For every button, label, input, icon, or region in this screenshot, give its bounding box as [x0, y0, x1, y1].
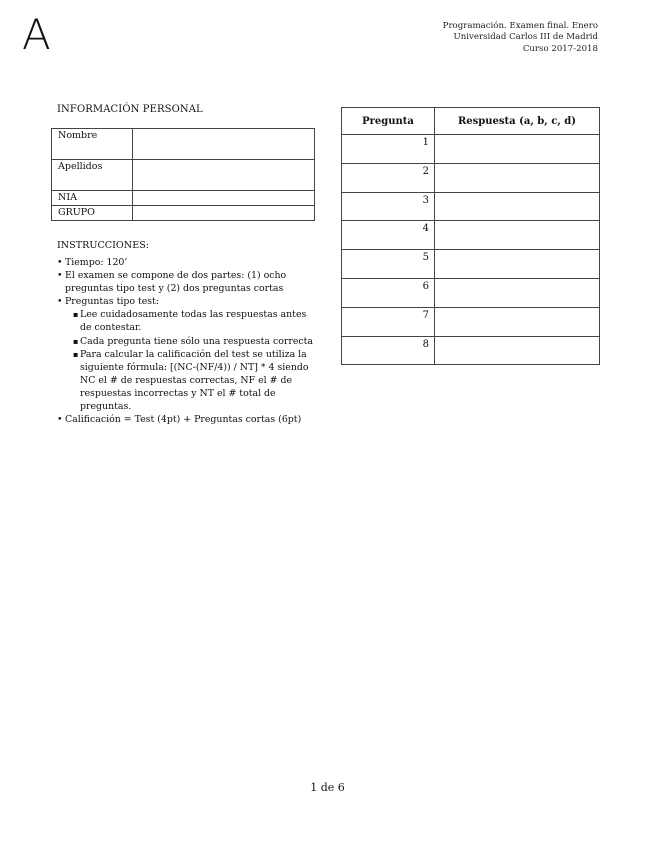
personal-row-surname — [52, 160, 315, 191]
instruction-subitem: ▪ Lee cuidadosamente todas las respuestas antes de contestar. — [65, 308, 313, 334]
personal-info-title: INFORMACIÓN PERSONAL — [57, 104, 203, 115]
instruction-subitem: ▪ Cada pregunta tiene sólo una respuesta correcta — [65, 335, 313, 348]
instruction-item: • Tiempo: 120’ — [57, 256, 313, 269]
instruction-item: • Calificación = Test (4pt) + Preguntas cortas (6pt) — [57, 413, 313, 426]
field-input-nia[interactable] — [133, 191, 315, 206]
answer-row — [342, 163, 600, 192]
header-question: Pregunta — [342, 108, 435, 135]
question-number: 6 — [342, 278, 435, 307]
field-label-surname: Apellidos — [52, 160, 133, 191]
instruction-item — [57, 295, 313, 413]
header-course-line: Programación. Examen final. Enero — [442, 21, 598, 31]
instruction-subitem: ▪ Para calcular la calificación del test se utiliza la siguiente fórmula: [(NC-(NF/4)) / NT] * 4 siendo NC el # de respuestas correctas, NF el # de respuestas incorrectas y NT el # total de preguntas. — [65, 348, 313, 413]
answer-row — [342, 135, 600, 164]
answer-row — [342, 336, 600, 365]
header-university-line: Universidad Carlos III de Madrid — [453, 32, 598, 43]
answer-row — [342, 278, 600, 307]
answer-cell[interactable] — [435, 250, 600, 279]
personal-row-name — [52, 129, 315, 160]
personal-row-group — [52, 206, 315, 221]
field-label-nia: NIA — [52, 191, 133, 206]
answer-table — [341, 107, 600, 365]
answer-row — [342, 221, 600, 250]
page-number: 1 de 6 — [310, 781, 345, 794]
field-input-group[interactable] — [133, 206, 315, 221]
field-input-surname[interactable] — [133, 160, 315, 191]
question-number: 4 — [342, 221, 435, 250]
answer-row — [342, 192, 600, 221]
instructions-list — [57, 256, 313, 426]
document-header — [443, 21, 598, 55]
exam-version-letter: A — [22, 10, 51, 59]
answer-cell[interactable] — [435, 278, 600, 307]
question-number: 1 — [342, 135, 435, 164]
answer-cell[interactable] — [435, 135, 600, 164]
question-number: 3 — [342, 192, 435, 221]
personal-row-nia — [52, 191, 315, 206]
instructions-title: INSTRUCCIONES: — [57, 240, 150, 251]
header-year-line: Curso 2017-2018 — [522, 43, 598, 54]
answer-cell[interactable] — [435, 192, 600, 221]
field-label-group: GRUPO — [52, 206, 133, 221]
answer-row — [342, 250, 600, 279]
answer-row — [342, 307, 600, 336]
answer-cell[interactable] — [435, 221, 600, 250]
answer-table-header — [342, 108, 600, 135]
header-answer: Respuesta (a, b, c, d) — [435, 108, 600, 135]
field-label-name: Nombre — [52, 129, 133, 160]
instruction-item-text: Preguntas tipo test: — [65, 296, 160, 308]
instruction-item: • El examen se compone de dos partes: (1) ocho preguntas tipo test y (2) dos preguntas cortas — [57, 269, 313, 295]
question-number: 7 — [342, 307, 435, 336]
question-number: 2 — [342, 163, 435, 192]
answer-cell[interactable] — [435, 336, 600, 365]
field-input-name[interactable] — [133, 129, 315, 160]
question-number: 8 — [342, 336, 435, 365]
answer-cell[interactable] — [435, 307, 600, 336]
personal-info-table — [51, 128, 315, 221]
answer-cell[interactable] — [435, 163, 600, 192]
question-number: 5 — [342, 250, 435, 279]
